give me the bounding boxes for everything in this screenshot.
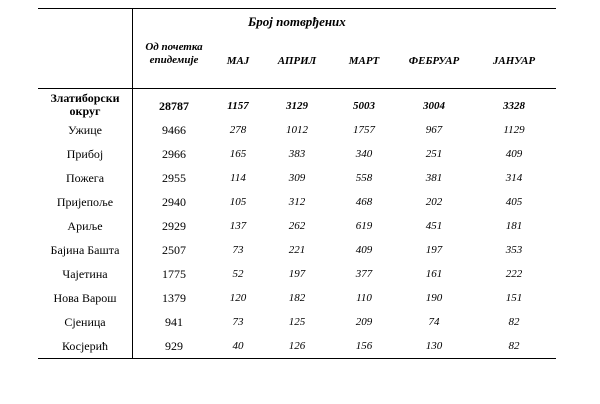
row-january: 409 xyxy=(505,148,523,160)
row-may: 165 xyxy=(229,148,247,160)
row-january: 82 xyxy=(508,316,520,328)
row-name: Ариље xyxy=(67,219,103,233)
row-may: 120 xyxy=(229,292,247,304)
row-total: 2955 xyxy=(162,171,186,185)
row-february: 967 xyxy=(425,124,443,136)
row-april: 383 xyxy=(288,148,306,160)
row-march: 209 xyxy=(355,316,373,328)
col-header-january: ЈАНУАР xyxy=(492,55,536,67)
row-name: Сјеница xyxy=(64,315,106,329)
table-row xyxy=(38,310,556,334)
col-header-total: Од почетка епидемије xyxy=(145,41,203,66)
row-february: 161 xyxy=(425,268,443,280)
row-total: 9466 xyxy=(162,123,186,137)
row-may: 105 xyxy=(229,196,247,208)
row-february: 451 xyxy=(425,220,443,232)
row-name: Прибој xyxy=(66,147,104,161)
row-april: 125 xyxy=(288,316,306,328)
table-row xyxy=(38,262,556,286)
row-january: 1129 xyxy=(503,124,525,136)
row-total: 941 xyxy=(165,315,183,329)
table-row xyxy=(38,190,556,214)
row-may: 52 xyxy=(232,268,244,280)
row-total: 28787 xyxy=(159,99,189,113)
row-january: 405 xyxy=(505,196,523,208)
group-header: Број потврђених xyxy=(248,14,346,29)
row-january: 82 xyxy=(508,340,520,352)
row-may: 73 xyxy=(232,316,244,328)
row-name: Нова Варош xyxy=(53,291,117,305)
bottom-rule xyxy=(38,358,556,359)
row-february: 130 xyxy=(425,340,443,352)
row-may: 1157 xyxy=(227,100,249,112)
row-january: 3328 xyxy=(503,100,525,112)
row-total: 2940 xyxy=(162,195,186,209)
row-name: Чајетина xyxy=(62,267,108,281)
row-name: Косјерић xyxy=(61,339,109,353)
row-april: 312 xyxy=(288,196,306,208)
row-march: 409 xyxy=(355,244,373,256)
row-name: Златиборски округ xyxy=(50,91,120,118)
row-total: 1775 xyxy=(162,267,186,281)
row-april: 182 xyxy=(288,292,306,304)
row-name: Пријепоље xyxy=(56,195,114,209)
row-may: 137 xyxy=(229,220,247,232)
row-may: 114 xyxy=(230,172,246,184)
table-row xyxy=(38,166,556,190)
col-header-april: АПРИЛ xyxy=(277,55,317,67)
row-january: 314 xyxy=(505,172,523,184)
col-header-february: ФЕБРУАР xyxy=(408,55,460,67)
row-april: 3129 xyxy=(286,100,308,112)
row-february: 3004 xyxy=(423,100,445,112)
row-total: 929 xyxy=(165,339,183,353)
row-march: 5003 xyxy=(353,100,375,112)
row-february: 251 xyxy=(425,148,443,160)
row-january: 353 xyxy=(505,244,523,256)
row-january: 222 xyxy=(505,268,523,280)
col-header-may: МАЈ xyxy=(226,55,250,67)
row-january: 181 xyxy=(505,220,523,232)
row-april: 262 xyxy=(288,220,306,232)
row-february: 202 xyxy=(425,196,443,208)
row-april: 126 xyxy=(288,340,306,352)
row-february: 381 xyxy=(425,172,443,184)
row-february: 190 xyxy=(425,292,443,304)
col-header-march: МАРТ xyxy=(348,55,380,67)
row-march: 377 xyxy=(355,268,373,280)
row-total: 1379 xyxy=(162,291,186,305)
table-row xyxy=(38,142,556,166)
table-row xyxy=(38,286,556,310)
row-march: 156 xyxy=(355,340,373,352)
row-total: 2966 xyxy=(162,147,186,161)
table-row xyxy=(38,238,556,262)
row-april: 1012 xyxy=(286,124,308,136)
top-rule xyxy=(38,8,556,9)
row-january: 151 xyxy=(505,292,523,304)
table-row xyxy=(38,118,556,142)
row-name: Пожега xyxy=(65,171,105,185)
row-february: 74 xyxy=(428,316,440,328)
row-april: 309 xyxy=(288,172,306,184)
row-april: 221 xyxy=(288,244,306,256)
row-march: 340 xyxy=(355,148,373,160)
row-march: 1757 xyxy=(353,124,375,136)
table-row xyxy=(38,214,556,238)
row-march: 110 xyxy=(356,292,372,304)
row-total: 2507 xyxy=(162,243,186,257)
row-total: 2929 xyxy=(162,219,186,233)
row-march: 619 xyxy=(355,220,373,232)
table-row xyxy=(38,334,556,358)
header-rule xyxy=(38,88,556,89)
row-may: 40 xyxy=(232,340,244,352)
row-april: 197 xyxy=(288,268,306,280)
row-march: 558 xyxy=(355,172,373,184)
row-name: Бајина Башта xyxy=(50,243,120,257)
table-row xyxy=(38,91,556,118)
row-may: 278 xyxy=(229,124,247,136)
row-may: 73 xyxy=(232,244,244,256)
row-march: 468 xyxy=(355,196,373,208)
row-name: Ужице xyxy=(68,123,102,137)
row-february: 197 xyxy=(425,244,443,256)
